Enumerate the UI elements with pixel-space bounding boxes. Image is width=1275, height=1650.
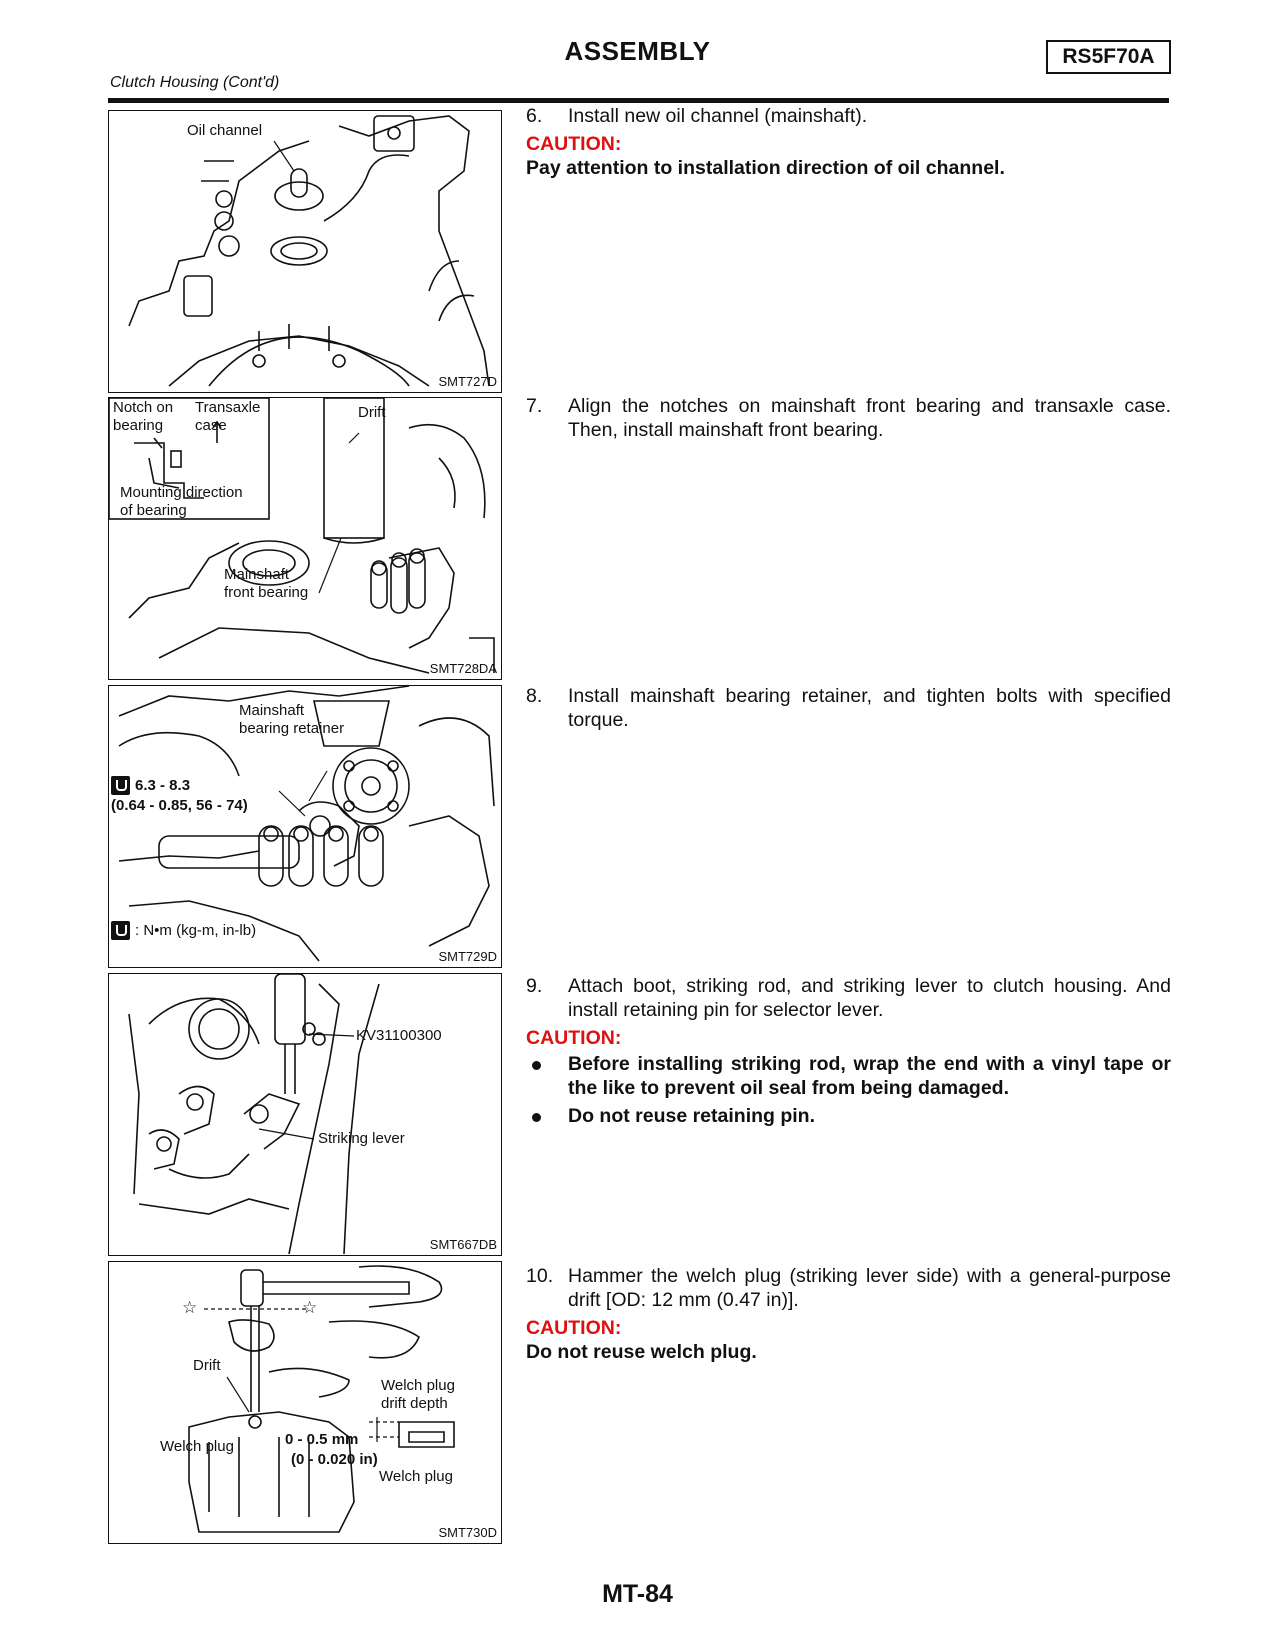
- caution-bullets: [526, 1052, 1171, 1128]
- step-text: Align the notches on mainshaft front bearing and transaxle case. Then, install mainshaft front bearing.: [568, 395, 1171, 441]
- figure-label: Transaxle case: [195, 399, 261, 434]
- caution-label: CAUTION:: [526, 1317, 622, 1339]
- figure-code: SMT727D: [438, 374, 497, 389]
- page-number: MT-84: [602, 1580, 673, 1608]
- figure-label: Welch plug: [160, 1438, 234, 1455]
- step-text: Install mainshaft bearing retainer, and tighten bolts with specified torque.: [568, 685, 1171, 731]
- figure-label: Mounting direction of bearing: [120, 484, 243, 519]
- step-number: 6.: [526, 105, 543, 127]
- step-8: [526, 684, 1171, 732]
- caution-bullet: Do not reuse retaining pin.: [526, 1104, 1171, 1128]
- step-text: Hammer the welch plug (striking lever side) with a general-purpose drift [OD: 12 mm (0.47 in)].: [568, 1265, 1171, 1311]
- caution-label: CAUTION:: [526, 133, 622, 155]
- step-number: 10.: [526, 1265, 554, 1287]
- figure-striking-lever: [108, 973, 502, 1256]
- caution-note: Pay attention to installation direction of oil channel.: [526, 157, 1005, 179]
- figure-bearing-retainer: [108, 685, 502, 968]
- figure-oil-channel: [108, 110, 502, 393]
- welch-plug-depth: 0 - 0.5 mm: [285, 1431, 359, 1448]
- torque-unit-legend: : N•m (kg-m, in-lb): [135, 922, 257, 939]
- star-icon: ☆: [302, 1298, 318, 1317]
- header-rule: [108, 98, 1169, 103]
- figure-front-bearing: [108, 397, 502, 680]
- figure-label: Striking lever: [318, 1130, 405, 1147]
- figure-label: Welch plug: [379, 1468, 453, 1485]
- step-6: [526, 104, 1171, 180]
- figure-label: KV31100300: [356, 1027, 442, 1044]
- step-number: 7.: [526, 395, 543, 417]
- torque-value: 6.3 - 8.3: [135, 777, 191, 794]
- step-number: 9.: [526, 975, 543, 997]
- figure-code: SMT730D: [438, 1525, 497, 1540]
- star-icon: ☆: [182, 1298, 198, 1317]
- front-bearing-illustration: [109, 398, 501, 679]
- torque-value-alt: (0.64 - 0.85, 56 - 74): [111, 797, 248, 814]
- figure-label: Drift: [358, 404, 386, 421]
- figure-label: Drift: [193, 1357, 221, 1374]
- torque-wrench-icon: [111, 921, 130, 940]
- step-text: Install new oil channel (mainshaft).: [568, 105, 868, 127]
- figure-label: Oil channel: [187, 122, 263, 139]
- figure-label: Welch plug drift depth: [381, 1377, 455, 1412]
- torque-wrench-icon: [111, 776, 130, 795]
- caution-bullet: Before installing striking rod, wrap the end with a vinyl tape or the like to prevent oil seal from being damaged.: [526, 1052, 1171, 1100]
- caution-label: CAUTION:: [526, 1027, 622, 1049]
- step-number: 8.: [526, 685, 543, 707]
- page-title: ASSEMBLY: [564, 36, 711, 66]
- step-7: [526, 394, 1171, 442]
- step-10: [526, 1264, 1171, 1364]
- figure-label: Notch on bearing: [113, 399, 174, 434]
- step-9: [526, 974, 1171, 1132]
- figure-code: SMT729D: [438, 949, 497, 964]
- model-code-badge: RS5F70A: [1046, 40, 1171, 74]
- oil-channel-illustration: [109, 111, 501, 392]
- figure-label: Mainshaft bearing retainer: [239, 702, 345, 737]
- step-text: Attach boot, striking rod, and striking lever to clutch housing. And install retaining pin for selector lever.: [568, 975, 1171, 1021]
- figure-welch-plug: [108, 1261, 502, 1544]
- figure-code: SMT728DA: [429, 661, 497, 676]
- striking-lever-illustration: [109, 974, 501, 1255]
- figure-code: SMT667DB: [429, 1237, 497, 1252]
- caution-note: Do not reuse welch plug.: [526, 1341, 757, 1363]
- section-subtitle: Clutch Housing (Cont'd): [110, 74, 280, 91]
- figure-label: Mainshaft front bearing: [224, 566, 309, 601]
- welch-plug-depth-inch: (0 - 0.020 in): [291, 1451, 378, 1468]
